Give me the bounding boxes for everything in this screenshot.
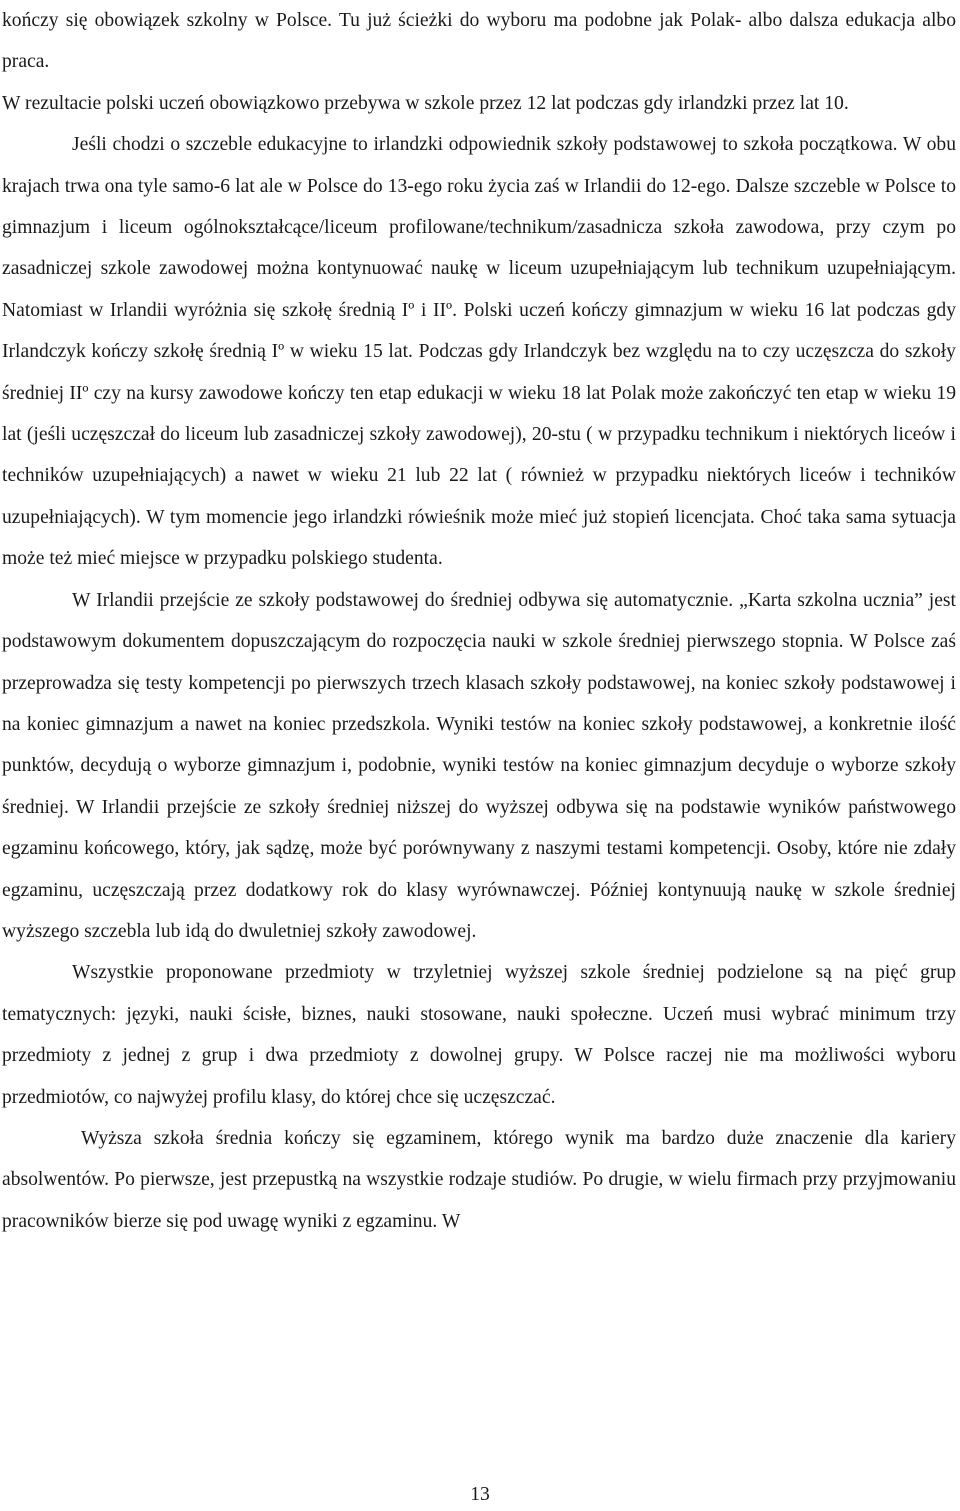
sentence: Jeśli chodzi o szczeble edukacyjne to irlandzki odpowiednik szkoły podstawowej to szkoła początkowa. <box>72 134 903 156</box>
sentence: Wyniki testów na koniec szkoły podstawowej, a konkretnie ilość punktów, decydują o wyborze gimnazjum i, podobnie, wyniki testów na koniec gimnazjum decyduje o wyborze szkoły średniej. <box>2 713 956 818</box>
sentence: W rezultacie polski uczeń obowiązkowo przebywa w szkole przez 12 lat podczas gdy irlandzki przez lat 10. <box>2 92 849 114</box>
sentence: Po drugie, w wielu firmach przy przyjmowaniu pracowników bierze się pod uwagę wyniki z egzaminu. W <box>2 1169 957 1232</box>
sentence: Później kontynuują naukę w szkole średniej wyższego szczebla lub idą do dwuletniej szkoły zawodowej. <box>2 879 956 942</box>
sentence: W Polsce zaś przeprowadza się testy kompetencji po pierwszych trzech klasach szkoły podstawowej, na koniec szkoły podstawowej i na koniec gimnazjum a nawet na koniec przedszkola. <box>2 631 956 735</box>
sentence: Wszystkie proponowane przedmioty w trzyletniej wyższej szkole średniej podzielone są na pięć grup tematycznych: języki, nauki ścisłe, biznes, nauki stosowane, nauki społeczne. <box>2 962 956 1025</box>
sentence: W Irlandii przejście ze szkoły średniej niższej do wyższej odbywa się na podstawie wyników państwowego egzaminu końcowego, który, jak sądzę, może być porównywany z naszymi testami kompetencji. <box>2 796 956 860</box>
sentence: Dalsze szczeble w Polsce to gimnazjum i liceum ogólnokształcące/liceum profilowane/technikum/zasadnicza szkoła zawodowa, przy czym po zasadniczej szkole zawodowej można kontynuować naukę w liceum uzupełniającym lub technikum uzupełniającym. <box>2 175 956 280</box>
sentence: Choć taka sama sytuacja może też mieć miejsce w przypadku polskiego studenta. <box>2 506 957 570</box>
sentence: Polski uczeń kończy gimnazjum w wieku 16 lat podczas gdy Irlandczyk kończy szkołę średnią Iº w wieku 15 lat. <box>2 299 956 363</box>
sentence: W Irlandii przejście ze szkoły podstawowej do średniej odbywa się automatycznie. <box>72 589 740 611</box>
paragraph-subjects <box>2 952 956 1118</box>
sentence: W Polsce raczej nie ma możliwości wyboru przedmiotów, co najwyżej profilu klasy, do której chce się uczęszczać. <box>2 1045 956 1108</box>
paragraph-final-exam <box>2 1118 956 1242</box>
sentence: Wyższa szkoła średnia kończy się egzaminem, którego wynik ma bardzo duże znaczenie dla kariery absolwentów. <box>2 1127 956 1191</box>
sentence: kończy się obowiązek szkolny w Polsce. Tu już ścieżki do wyboru ma podobne jak Polak- albo dalsza edukacja albo praca. <box>2 10 956 73</box>
sentence: Osoby, które nie zdały egzaminu, uczęszczają przez dodatkowy rok do klasy wyrównawczej. <box>2 838 957 901</box>
sentence: Uczeń musi wybrać minimum trzy przedmioty z jednej z grup i dwa przedmioty z dowolnej grupy. <box>2 1003 956 1067</box>
document-page <box>2 0 956 1242</box>
sentence: W tym momencie jego irlandzki rówieśnik może mieć już stopień licencjata. <box>146 506 761 528</box>
paragraph-education-levels <box>2 124 956 579</box>
page-number: 13 <box>470 1484 490 1505</box>
paragraph-school-transition <box>2 580 956 953</box>
paragraph-summary <box>2 83 956 124</box>
sentence: Natomiast w Irlandii wyróżnia się szkołę średnią Iº i IIº. <box>2 299 464 321</box>
sentence: „Karta szkolna ucznia” jest podstawowym dokumentem dopuszczającym do rozpoczęcia nauki w szkole średniej pierwszego stopnia. <box>2 589 956 653</box>
sentence: Podczas gdy Irlandczyk bez względu na to czy uczęszcza do szkoły średniej IIº czy na kursy zawodowe kończy ten etap edukacji w wieku 18 lat Polak może zakończyć ten etap w wieku 19 lat (jeśli uczęszczał do liceum lub zasadniczej szkoły zawodowej), 20-stu ( w przypadku technikum i niektórych liceów i techników uzupełniających) a nawet w wieku 21 lub 22 lat ( również w przypadku niektórych liceów i techników uzupełniających). <box>2 341 956 528</box>
paragraph-continuation <box>2 0 956 83</box>
sentence: W obu krajach trwa ona tyle samo-6 lat ale w Polsce do 13-ego roku życia zaś w Irlandii do 12-ego. <box>2 134 956 197</box>
sentence: Po pierwsze, jest przepustką na wszystkie rodzaje studiów. <box>114 1169 583 1191</box>
